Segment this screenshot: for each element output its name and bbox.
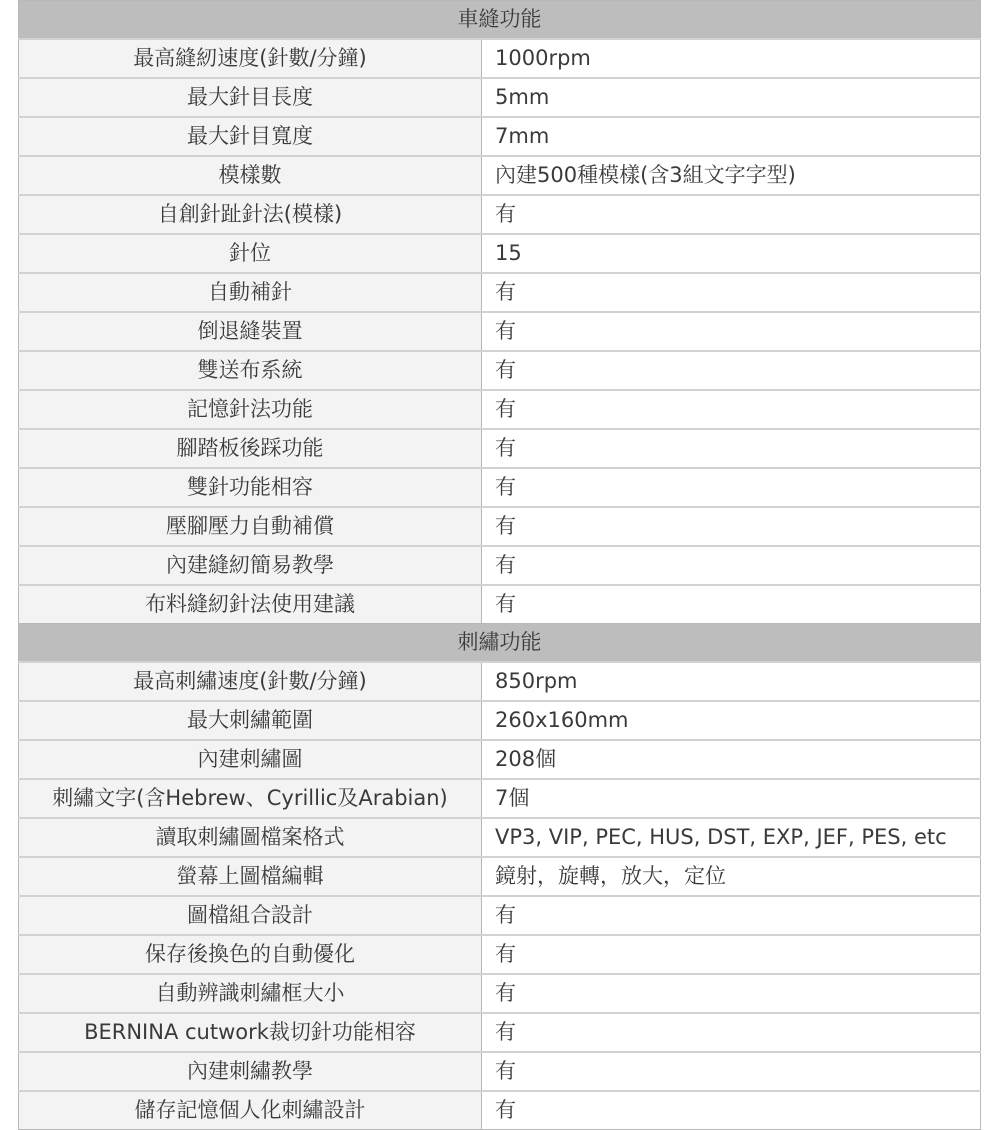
spec-row [19, 857, 981, 896]
spec-value: 有 [482, 974, 981, 1013]
spec-value: 有 [482, 351, 981, 390]
spec-label: BERNINA cutwork裁切針功能相容 [19, 1013, 482, 1052]
spec-value: 208個 [482, 740, 981, 779]
spec-row [19, 585, 981, 624]
spec-value: 有 [482, 390, 981, 429]
spec-label: 圖檔組合設計 [19, 896, 482, 935]
spec-label: 腳踏板後踩功能 [19, 429, 482, 468]
spec-row [19, 507, 981, 546]
spec-label: 自動辨識刺繡框大小 [19, 974, 482, 1013]
section-title: 刺繡功能 [19, 624, 981, 663]
spec-value: 有 [482, 1013, 981, 1052]
spec-row [19, 312, 981, 351]
spec-label: 螢幕上圖檔編輯 [19, 857, 482, 896]
spec-value: 有 [482, 585, 981, 624]
section-header-row [19, 624, 981, 663]
spec-value: 850rpm [482, 662, 981, 701]
spec-row [19, 1052, 981, 1091]
spec-label: 讀取刺繡圖檔案格式 [19, 818, 482, 857]
spec-table [18, 0, 981, 1130]
spec-value: 有 [482, 312, 981, 351]
spec-label: 自動補針 [19, 273, 482, 312]
spec-label: 內建刺繡圖 [19, 740, 482, 779]
spec-row [19, 234, 981, 273]
spec-label: 最大刺繡範圍 [19, 701, 482, 740]
spec-label: 倒退縫裝置 [19, 312, 482, 351]
spec-row [19, 974, 981, 1013]
spec-value: 1000rpm [482, 39, 981, 78]
spec-label: 最大針目長度 [19, 78, 482, 117]
spec-row [19, 662, 981, 701]
spec-value: 有 [482, 195, 981, 234]
spec-label: 壓腳壓力自動補償 [19, 507, 482, 546]
spec-value: 260x160mm [482, 701, 981, 740]
spec-label: 內建縫紉簡易教學 [19, 546, 482, 585]
spec-label: 最高刺繡速度(針數/分鐘) [19, 662, 482, 701]
spec-row [19, 935, 981, 974]
spec-label: 刺繡文字(含Hebrew、Cyrillic及Arabian) [19, 779, 482, 818]
spec-value: 鏡射，旋轉，放大，定位 [482, 857, 981, 896]
spec-value: VP3, VIP, PEC, HUS, DST, EXP, JEF, PES, etc [482, 818, 981, 857]
spec-value: 有 [482, 935, 981, 974]
spec-row [19, 818, 981, 857]
spec-label: 雙針功能相容 [19, 468, 482, 507]
spec-value: 15 [482, 234, 981, 273]
spec-label: 自創針趾針法(模樣) [19, 195, 482, 234]
spec-row [19, 390, 981, 429]
spec-row [19, 117, 981, 156]
spec-row [19, 1091, 981, 1130]
spec-label: 模樣數 [19, 156, 482, 195]
spec-row [19, 273, 981, 312]
spec-row [19, 39, 981, 78]
spec-value: 有 [482, 546, 981, 585]
spec-row [19, 78, 981, 117]
spec-label: 針位 [19, 234, 482, 273]
spec-label: 最大針目寬度 [19, 117, 482, 156]
spec-value: 5mm [482, 78, 981, 117]
spec-label: 雙送布系統 [19, 351, 482, 390]
spec-row [19, 468, 981, 507]
spec-value: 有 [482, 1052, 981, 1091]
section-title: 車縫功能 [19, 1, 981, 40]
spec-row [19, 546, 981, 585]
spec-row [19, 779, 981, 818]
spec-table-body [19, 1, 981, 1130]
spec-label: 保存後換色的自動優化 [19, 935, 482, 974]
spec-label: 記憶針法功能 [19, 390, 482, 429]
spec-value: 有 [482, 273, 981, 312]
spec-row [19, 156, 981, 195]
spec-label: 布料縫紉針法使用建議 [19, 585, 482, 624]
spec-label: 最高縫紉速度(針數/分鐘) [19, 39, 482, 78]
spec-value: 7mm [482, 117, 981, 156]
spec-row [19, 429, 981, 468]
spec-row [19, 195, 981, 234]
section-header-row [19, 1, 981, 40]
spec-row [19, 896, 981, 935]
spec-value: 有 [482, 1091, 981, 1130]
spec-row [19, 351, 981, 390]
spec-value: 內建500種模樣(含3組文字字型) [482, 156, 981, 195]
spec-value: 有 [482, 896, 981, 935]
spec-value: 7個 [482, 779, 981, 818]
spec-label: 內建刺繡教學 [19, 1052, 482, 1091]
spec-row [19, 1013, 981, 1052]
spec-value: 有 [482, 429, 981, 468]
spec-label: 儲存記憶個人化刺繡設計 [19, 1091, 482, 1130]
spec-row [19, 701, 981, 740]
spec-row [19, 740, 981, 779]
spec-value: 有 [482, 468, 981, 507]
spec-value: 有 [482, 507, 981, 546]
